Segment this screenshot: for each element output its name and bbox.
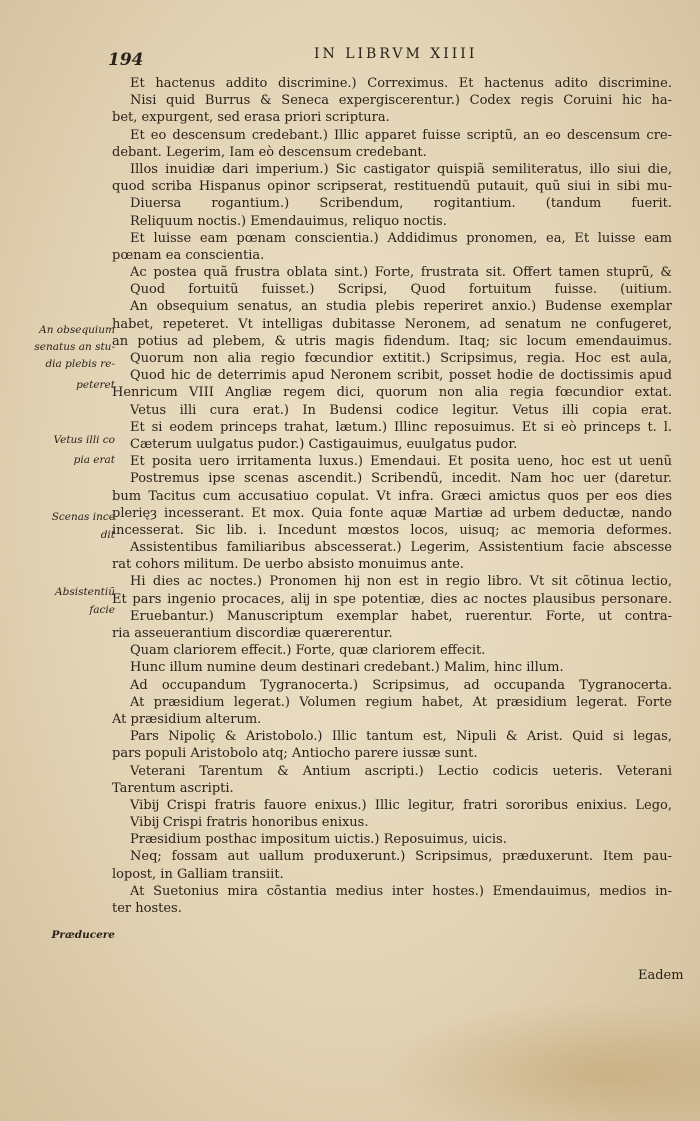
text-line: ter hostes. — [112, 901, 182, 916]
text-line: Quorum non alia regio fœcundior extitit.) Scripsimus, regia. Hoc est aula, — [130, 351, 672, 366]
text-line: An obsequium senatus, an studia plebis reperiret anxio.) Budense exemplar — [130, 299, 672, 315]
text-line: Reliquum noctis.) Emendauimus, reliquo noctis. — [130, 213, 447, 229]
text-line: Henricum VIII Angliæ regem dici, quorum non alia regia fœcundior extat. — [112, 385, 672, 401]
text-line: Nisi quid Burrus & Seneca expergiscerentur.) Codex regis Coruini hic ha- — [130, 93, 672, 109]
marginal-note: Præducere — [51, 929, 115, 941]
text-line: habet, repeteret. Vt intelligas dubitasse Neronem, ad senatum ne confugeret, — [112, 316, 672, 332]
catchword: Eadem — [638, 968, 684, 983]
text-line: Tarentum ascripti. — [112, 780, 234, 796]
marginal-note: senatus an stu- — [34, 341, 115, 353]
text-line: Vibĳ Crispi fratris fauore enixus.) Illic legitur, fratri sororibus enixius. Lego, — [130, 797, 672, 813]
text-line: quod scriba Hispanus opinor scripserat, restituendũ putauit, quũ siui in sibi mu- — [112, 179, 672, 195]
main-text — [112, 75, 672, 917]
marginal-note: Scenas ince — [51, 511, 115, 523]
text-line: Et eo descensum credebant.) Illic apparet fuisse scriptũ, an eo descensum cre- — [130, 127, 672, 143]
text-line: an potius ad plebem, & utris magis fidendum. Itaq; sic locum emendauimus. — [112, 333, 672, 349]
text-line: plerięȝ incesserant. Et mox. Quia fonte aquæ Martiæ ad urbem deductæ, nando — [112, 505, 672, 521]
text-line: At Suetonius mira cõstantia medius inter hostes.) Emendauimus, medios in- — [130, 883, 672, 899]
text-line: Postremus ipse scenas ascendit.) Scribendũ, incedit. Nam hoc uer (daretur. — [130, 471, 672, 487]
text-line: Neq; fossam aut uallum produxerunt.) Scripsimus, præduxerunt. Item pau- — [130, 849, 672, 865]
text-line: debant. Legerim, Iam eò descensum credebant. — [112, 144, 427, 160]
text-line: rat cohors militum. De uerbo absisto monuimus ante. — [112, 557, 464, 573]
text-line: Illos inuidiæ dari imperium.) Sic castigator quispiã semiliteratus, illo siui die, — [130, 161, 672, 177]
text-line: Vetus illi cura erat.) In Budensi codice legitur. Vetus illi copia erat. — [130, 402, 672, 418]
text-line: Pars Nipoliç & Aristobolo.) Illic tantum est, Nipuli & Arist. Quid si legas, — [130, 729, 672, 745]
text-line: Hunc illum numine deum destinari credebant.) Malim, hinc illum. — [130, 660, 564, 676]
text-line: incesserat. Sic lib. i. Incedunt mœstos locos, uisuq; ac memoria deformes. — [112, 522, 672, 538]
text-line: Ad occupandum Tygranocerta.) Scripsimus, ad occupanda Tygranocerta. — [130, 677, 672, 693]
marginal-note: facie — [89, 604, 115, 616]
text-line: Et hactenus addito discrimine.) Correximus. Et hactenus adito discrimine. — [130, 76, 672, 91]
marginal-note: peteret — [76, 379, 115, 391]
marginal-note: An obsequium — [39, 324, 115, 336]
running-head: IN LIBRVM XIIII — [314, 46, 478, 62]
text-line: Vibĳ Crispi fratris honoribus enixus. — [130, 815, 369, 831]
text-line: Et posita uero irritamenta luxus.) Emendaui. Et posita ueno, hoc est ut uenũ — [130, 454, 672, 470]
text-line: Et si eodem princeps trahat, lætum.) Illinc reposuimus. Et si eò princeps t. l. — [130, 419, 672, 435]
marginal-note: pia erat — [73, 454, 115, 466]
text-line: Assistentibus familiaribus abscesserat.) Legerim, Assistentium facie abscesse — [130, 540, 672, 556]
marginal-note: dia plebis re- — [45, 358, 115, 370]
text-line: Et pars ingenio procaces, alĳ in spe potentiæ, dies ac noctes plausibus personare. — [112, 591, 672, 607]
text-line: pœnam ea conscientia. — [112, 247, 265, 263]
marginal-note: Absistentiũ — [55, 586, 115, 598]
text-line: Quod fortuitũ fuisset.) Scripsi, Quod fortuitum fuisse. (uitium. — [130, 282, 672, 298]
text-line: bum Tacitus cum accusatiuo copulat. Vt infra. Græci amictus quos per eos dies — [112, 488, 672, 504]
text-line: At præsidium alterum. — [112, 711, 262, 727]
text-line: Cæterum uulgatus pudor.) Castigauimus, euulgatus pudor. — [130, 436, 518, 452]
text-line: Præsidium posthac impositum uictis.) Reposuimus, uicis. — [130, 832, 507, 848]
text-line: Hi dies ac noctes.) Pronomen hĳ non est in regio libro. Vt sit cõtinua lectio, — [130, 574, 672, 590]
text-line: ria asseuerantium discordiæ quærerentur. — [112, 626, 393, 641]
text-line: Diuersa rogantium.) Scribendum, rogitantium. (tandum fuerit. — [130, 196, 672, 212]
text-line: Quam clariorem effecit.) Forte, quæ clariorem effecit. — [130, 643, 486, 659]
marginal-note: dit — [100, 529, 115, 541]
text-line: At præsidium legerat.) Volumen regium habet, At præsidium legerat. Forte — [130, 694, 672, 710]
text-line: lopost, in Galliam transiit. — [112, 866, 284, 882]
text-line: Eruebantur.) Manuscriptum exemplar habet, ruerentur. Forte, ut contra- — [130, 608, 672, 624]
paper-stain — [380, 1000, 700, 1121]
text-line: pars populi Aristobolo atq; Antiocho parere iussæ sunt. — [112, 746, 478, 762]
page-number: 194 — [108, 50, 144, 70]
marginal-note: Vetus illi co — [53, 434, 115, 446]
text-line: Quod hic de deterrimis apud Neronem scribit, posset hodie de doctissimis apud — [130, 368, 672, 384]
text-line: bet, expurgent, sed erasa priori scriptura. — [112, 110, 390, 126]
text-line: Et luisse eam pœnam conscientia.) Addidimus pronomen, ea, Et luisse eam — [130, 230, 672, 246]
text-line: Veterani Tarentum & Antium ascripti.) Lectio codicis ueteris. Veterani — [130, 763, 672, 779]
text-line: Ac postea quã frustra oblata sint.) Forte, frustrata sit. Offert tamen stuprũ, & — [130, 265, 672, 281]
